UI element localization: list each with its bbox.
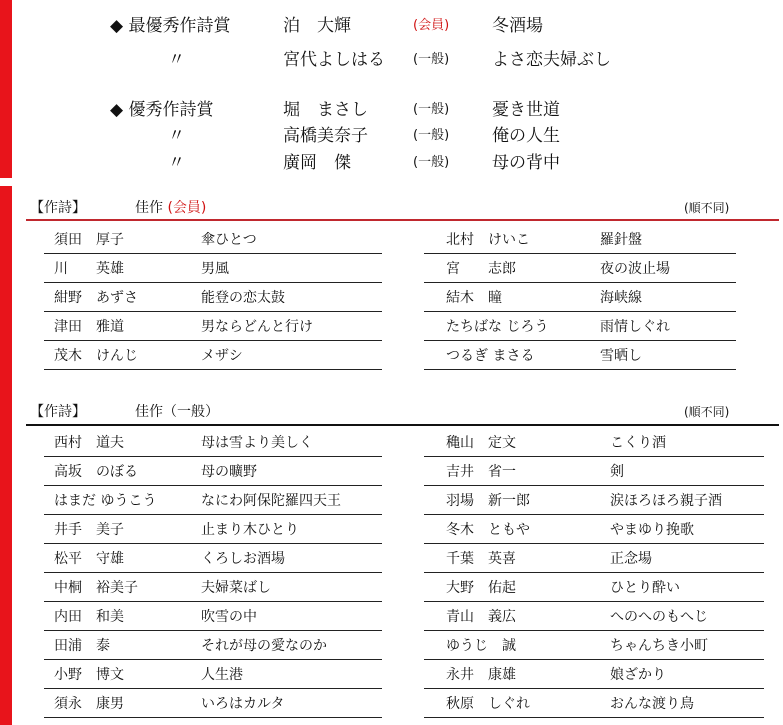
section-title: 佳作（一般）: [135, 404, 219, 420]
list-item: [424, 631, 764, 660]
award-category: ◆ 最優秀作詩賞: [110, 16, 231, 36]
entry-title: 涙ほろほろ親子酒: [610, 493, 722, 509]
list-item: [424, 341, 736, 370]
award-winner-name: 堀 まさし: [283, 100, 368, 120]
entry-title: 海峡線: [600, 290, 642, 306]
entry-name: 秋原 しぐれ: [446, 696, 530, 712]
ditto-mark: 〃: [168, 126, 185, 146]
entry-title: 正念場: [610, 551, 652, 567]
list-item: [424, 544, 764, 573]
award-general-tag: (一般): [413, 155, 450, 170]
entry-name: つるぎ まさる: [446, 348, 535, 364]
entry-name: 青山 義広: [446, 609, 516, 625]
entry-title: やまゆり挽歌: [610, 522, 694, 538]
entry-title: ちゃんちき小町: [610, 638, 708, 654]
award-member-tag: (会員): [413, 18, 450, 33]
award-row-excellent-2: [0, 122, 783, 150]
entry-title: 夜の波止場: [600, 261, 670, 277]
order-note: (順不同): [684, 201, 730, 215]
entry-title: おんな渡り鳥: [610, 696, 694, 712]
list-item: [424, 283, 736, 312]
award-winner-name: 泊 大輝: [283, 16, 351, 36]
list-item: [424, 515, 764, 544]
list-item: [424, 312, 736, 341]
entry-name: 須田 厚子: [54, 232, 124, 248]
list-item: [424, 225, 736, 254]
list-item: [424, 457, 764, 486]
entry-name: 北村 けいこ: [446, 232, 530, 248]
entry-title: 雪晒し: [600, 348, 642, 364]
section-title: 佳作 (会員): [135, 200, 207, 216]
entry-name: 田浦 泰: [54, 638, 110, 654]
award-song-title: 母の背中: [492, 153, 560, 173]
entry-name: 津田 雅道: [54, 319, 124, 335]
award-winner-name: 宮代よしはる: [283, 50, 385, 70]
entry-name: 千葉 英喜: [446, 551, 516, 567]
list-item: [44, 341, 382, 370]
award-row-excellent-3: [0, 149, 783, 177]
entry-name: 内田 和美: [54, 609, 124, 625]
entry-title: こくり酒: [610, 435, 666, 451]
entry-title: いろはカルタ: [201, 696, 285, 712]
entry-title: それが母の愛なのか: [201, 638, 327, 654]
section-label: 【作詩】: [30, 404, 86, 420]
entry-title: ひとり酔い: [610, 580, 680, 596]
award-row-excellent: [0, 96, 783, 124]
entry-name: 井手 美子: [54, 522, 124, 538]
entry-name: ゆうじ 誠: [446, 638, 516, 654]
entry-title: 雨情しぐれ: [600, 319, 670, 335]
entry-title: なにわ阿保陀羅四天王: [201, 493, 341, 509]
entry-title: 男ならどんと行け: [201, 319, 313, 335]
list-item: [44, 312, 382, 341]
entry-name: 川 英雄: [54, 261, 124, 277]
entry-title: 剣: [610, 464, 624, 480]
entry-title: メザシ: [201, 348, 243, 364]
list-item: [44, 544, 382, 573]
list-item: [44, 515, 382, 544]
ditto-mark: 〃: [168, 50, 185, 70]
member-section-divider: [26, 219, 779, 221]
award-song-title: 憂き世道: [492, 100, 560, 120]
list-item: [424, 689, 764, 718]
award-category: ◆ 優秀作詩賞: [110, 100, 214, 120]
list-item: [44, 254, 382, 283]
award-winner-name: 高橋美奈子: [283, 126, 368, 146]
entry-name: 冬木 ともや: [446, 522, 530, 538]
entry-title: 止まり木ひとり: [201, 522, 299, 538]
member-list-left: [44, 225, 382, 370]
list-item: [44, 457, 382, 486]
list-item: [424, 486, 764, 515]
entry-name: 永井 康雄: [446, 667, 516, 683]
award-row-grand-prize-2: [0, 46, 783, 74]
entry-name: 吉井 省一: [446, 464, 516, 480]
list-item: [424, 573, 764, 602]
award-general-tag: (一般): [413, 52, 450, 67]
section-label: 【作詩】: [30, 200, 86, 216]
entry-name: はまだ ゆうこう: [54, 493, 157, 509]
entry-title: くろしお酒場: [201, 551, 285, 567]
entry-title: 吹雪の中: [201, 609, 257, 625]
award-row-grand-prize: [0, 12, 783, 40]
entry-title: 母の曠野: [201, 464, 257, 480]
member-list-right: [424, 225, 736, 370]
award-song-title: よさ恋夫婦ぶし: [492, 50, 611, 70]
entry-name: 穐山 定文: [446, 435, 516, 451]
list-item: [44, 428, 382, 457]
list-item: [44, 602, 382, 631]
list-item: [44, 573, 382, 602]
red-side-bar-bottom: [0, 186, 12, 725]
entry-name: 小野 博文: [54, 667, 124, 683]
entry-title: 男風: [201, 261, 229, 277]
entry-name: 松平 守雄: [54, 551, 124, 567]
general-section-header: [0, 401, 783, 423]
member-section-header: [0, 197, 783, 219]
entry-title: 能登の恋太鼓: [201, 290, 285, 306]
entry-name: 結木 瞳: [446, 290, 502, 306]
general-list-left: [44, 428, 382, 718]
entry-name: 茂木 けんじ: [54, 348, 138, 364]
award-general-tag: (一般): [413, 128, 450, 143]
entry-title: へのへのもへじ: [610, 609, 708, 625]
list-item: [44, 225, 382, 254]
award-song-title: 冬酒場: [492, 16, 543, 36]
general-section-divider: [26, 424, 779, 426]
entry-name: 紺野 あずさ: [54, 290, 138, 306]
award-song-title: 俺の人生: [492, 126, 560, 146]
list-item: [44, 486, 382, 515]
ditto-mark: 〃: [168, 153, 185, 173]
list-item: [44, 660, 382, 689]
award-winner-name: 廣岡 傑: [283, 153, 351, 173]
entry-name: 須永 康男: [54, 696, 124, 712]
general-list-right: [424, 428, 764, 718]
list-item: [424, 254, 736, 283]
list-item: [424, 428, 764, 457]
list-item: [44, 631, 382, 660]
list-item: [424, 660, 764, 689]
award-general-tag: (一般): [413, 102, 450, 117]
entry-name: 西村 道夫: [54, 435, 124, 451]
entry-title: 母は雪より美しく: [201, 435, 313, 451]
list-item: [44, 689, 382, 718]
order-note: (順不同): [684, 405, 730, 419]
entry-name: 中桐 裕美子: [54, 580, 138, 596]
entry-title: 娘ざかり: [610, 667, 666, 683]
entry-name: 高坂 のぼる: [54, 464, 138, 480]
entry-title: 人生港: [201, 667, 243, 683]
list-item: [44, 283, 382, 312]
entry-name: 大野 佑起: [446, 580, 516, 596]
entry-name: 宮 志郎: [446, 261, 516, 277]
entry-title: 羅針盤: [600, 232, 642, 248]
entry-title: 夫婦菜ばし: [201, 580, 271, 596]
entry-name: たちばな じろう: [446, 319, 549, 335]
entry-name: 羽場 新一郎: [446, 493, 530, 509]
entry-title: 傘ひとつ: [201, 232, 257, 248]
list-item: [424, 602, 764, 631]
